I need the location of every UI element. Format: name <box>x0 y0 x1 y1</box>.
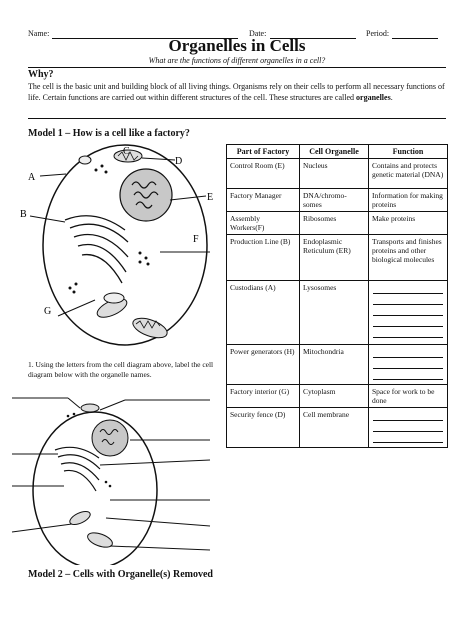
divider <box>28 118 446 119</box>
table-cell-organelle: Endoplasmic Reticulum (ER) <box>300 235 369 281</box>
table-cell-organelle: Lysosomes <box>300 281 369 345</box>
unlabeled-cell-diagram <box>10 390 215 565</box>
page-title: Organelles in Cells <box>168 36 306 55</box>
er-shape <box>55 447 100 491</box>
table-cell-part: Factory Manager <box>227 189 300 212</box>
table-header-row <box>227 145 448 159</box>
answer-line[interactable] <box>373 421 443 432</box>
cell-diagram <box>10 140 225 355</box>
period-label: Period: <box>366 29 390 38</box>
nucleus-shape <box>120 169 172 221</box>
function-answer-cell[interactable] <box>369 281 448 345</box>
mitochondrion-shape <box>86 530 115 550</box>
table-cell-organelle: Cell membrane <box>300 408 369 448</box>
why-heading: Why? <box>28 69 54 80</box>
model2-heading: Model 2 – Cells with Organelle(s) Removed <box>28 569 213 580</box>
date-label: Date: <box>249 29 267 38</box>
table-cell-part: Power generators (H) <box>227 345 300 385</box>
diagram-label-f: F <box>193 234 199 245</box>
answer-line[interactable] <box>373 316 443 327</box>
answer-line[interactable] <box>373 432 443 443</box>
diagram-label-a: A <box>28 172 36 183</box>
table-cell-function: Information for making proteins <box>369 189 448 212</box>
col-header-part: Part of Factory <box>227 145 300 159</box>
table-cell-organelle: DNA/chromo-somes <box>300 189 369 212</box>
answer-line[interactable] <box>373 305 443 316</box>
table-row <box>227 189 448 212</box>
mitochondrion-shape <box>81 404 99 412</box>
table-row <box>227 385 448 408</box>
table-cell-part: Factory interior (G) <box>227 385 300 408</box>
answer-line[interactable] <box>373 294 443 305</box>
table-cell-organelle: Nucleus <box>300 159 369 189</box>
leader-lines <box>30 158 210 316</box>
cell-membrane-shape <box>43 145 207 345</box>
nucleus-shape <box>92 420 128 456</box>
table-row <box>227 159 448 189</box>
divider <box>28 67 446 68</box>
table-cell-part: Security fence (D) <box>227 408 300 448</box>
answer-line[interactable] <box>373 369 443 380</box>
table-cell-part: Custodians (A) <box>227 281 300 345</box>
function-answer-cell[interactable] <box>369 408 448 448</box>
mitochondrion-shape <box>130 314 169 341</box>
col-header-function: Function <box>369 145 448 159</box>
table-cell-organelle: Cytoplasm <box>300 385 369 408</box>
answer-line[interactable] <box>373 283 443 294</box>
question-1: 1. Using the letters from the cell diagram above, label the cell diagram below with the organelle names. <box>28 360 214 379</box>
page-subtitle: What are the functions of different organelles in a cell? <box>148 56 326 65</box>
diagram-label-d: D <box>175 156 183 167</box>
table-row <box>227 212 448 235</box>
table-row <box>227 345 448 385</box>
col-header-organelle: Cell Organelle <box>300 145 369 159</box>
name-label: Name: <box>28 29 50 38</box>
organelle-table <box>226 144 448 448</box>
table-cell-function: Transports and finishes proteins and other biological molecules <box>369 235 448 281</box>
table-row <box>227 408 448 448</box>
answer-line[interactable] <box>373 327 443 338</box>
diagram-label-g: G <box>44 306 52 317</box>
table-row <box>227 281 448 345</box>
why-text: The cell is the basic unit and building block of all living things. Organisms rely on their cells to perform all necessary functions of life. Certain functions are carried out within different structures of the cell. These structures are called organelles. <box>28 82 445 103</box>
table-cell-part: Assembly Workers(F) <box>227 212 300 235</box>
function-answer-cell[interactable] <box>369 345 448 385</box>
lysosome-shape <box>104 293 124 303</box>
answer-line[interactable] <box>373 347 443 358</box>
answer-line[interactable] <box>373 410 443 421</box>
table-cell-organelle: Mitochondria <box>300 345 369 385</box>
table-cell-function: Make proteins <box>369 212 448 235</box>
table-cell-function: Contains and protects genetic material (DNA) <box>369 159 448 189</box>
table-cell-part: Production Line (B) <box>227 235 300 281</box>
table-cell-part: Control Room (E) <box>227 159 300 189</box>
answer-line[interactable] <box>373 358 443 369</box>
diagram-label-e: E <box>207 192 214 203</box>
diagram-label-c: C <box>123 146 130 157</box>
er-shape <box>65 216 128 283</box>
diagram-label-b: B <box>20 209 27 220</box>
table-row <box>227 235 448 281</box>
table-cell-organelle: Ribosomes <box>300 212 369 235</box>
lysosome-shape <box>79 156 91 164</box>
model1-heading: Model 1 – How is a cell like a factory? <box>28 128 190 139</box>
table-cell-function: Space for work to be done <box>369 385 448 408</box>
